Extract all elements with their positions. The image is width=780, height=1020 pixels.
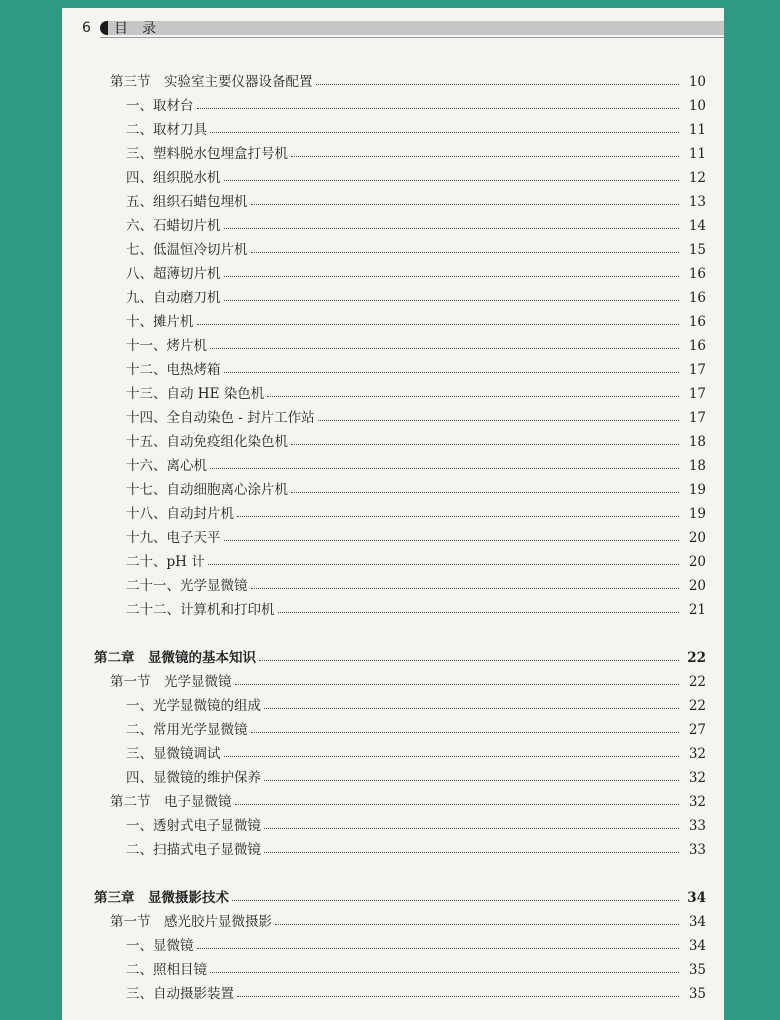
toc-entry-page-number: 22 [688,698,706,714]
toc-entry-label: 十、摊片机 [126,314,194,330]
toc-item-entry [62,332,724,354]
toc-entry-page-number: 19 [688,482,706,498]
toc-item-entry [62,404,724,426]
dot-leader [224,300,680,301]
toc-entry-page-number: 34 [688,914,706,930]
toc-item-entry [62,380,724,402]
dot-leader [197,108,680,109]
dot-leader [208,564,679,565]
dot-leader [224,372,680,373]
toc-entry-page-number: 22 [688,674,706,690]
toc-item-entry [62,596,724,618]
toc-item-entry [62,236,724,258]
toc-item-entry [62,740,724,762]
dot-leader [197,948,680,949]
toc-item-entry [62,284,724,306]
dot-leader [224,228,680,229]
dot-leader [224,540,680,541]
dot-leader [210,132,679,133]
dot-leader [224,756,680,757]
toc-entry-label: 一、显微镜 [126,938,194,954]
dot-leader [197,324,680,325]
header-bar-tab [100,21,108,35]
toc-entry-label: 第一节 光学显微镜 [110,674,232,690]
toc-entry-page-number: 32 [688,746,706,762]
toc-entry-page-number: 34 [688,938,706,954]
dot-leader [251,204,680,205]
dot-leader [264,708,679,709]
toc-entry-page-number: 13 [688,194,706,210]
toc-item-entry [62,980,724,1002]
toc-entry-label: 十六、离心机 [126,458,207,474]
toc-entry-label: 十四、全自动染色 - 封片工作站 [126,410,315,426]
toc-entry-page-number: 32 [688,794,706,810]
toc-chapter-entry [62,644,724,666]
header-bar [100,21,724,35]
toc-entry-label: 七、低温恒冷切片机 [126,242,248,258]
dot-leader [267,396,679,397]
toc-entry-label: 四、显微镜的维护保养 [126,770,261,786]
toc-entry-label: 八、超薄切片机 [126,266,221,282]
toc-section-entry [62,908,724,930]
running-header [62,18,724,40]
toc-entry-label: 第三节 实验室主要仪器设备配置 [110,74,313,90]
toc-entry-label: 十三、自动 HE 染色机 [126,386,265,402]
dot-leader [264,828,679,829]
toc-item-entry [62,716,724,738]
toc-entry-page-number: 15 [688,242,706,258]
toc-item-entry [62,836,724,858]
toc-entry-label: 第一节 感光胶片显微摄影 [110,914,272,930]
dot-leader [264,852,679,853]
toc-entry-page-number: 16 [688,290,706,306]
dot-leader [291,492,679,493]
toc-item-entry [62,572,724,594]
toc-entry-page-number: 17 [688,362,706,378]
toc-item-entry [62,500,724,522]
toc-item-entry [62,548,724,570]
toc-entry-label: 十二、电热烤箱 [126,362,221,378]
toc-entry-label: 九、自动磨刀机 [126,290,221,306]
header-title: 目录 [114,21,170,37]
dot-leader [259,660,679,661]
dot-leader [210,468,679,469]
toc-item-entry [62,188,724,210]
dot-leader [278,612,680,613]
toc-item-entry [62,812,724,834]
toc-entry-label: 三、显微镜调试 [126,746,221,762]
dot-leader [232,900,679,901]
toc-entry-label: 二十、pH 计 [126,554,205,570]
toc-entry-page-number: 19 [688,506,706,522]
book-page [62,8,724,1020]
toc-entry-page-number: 20 [688,554,706,570]
toc-item-entry [62,356,724,378]
toc-item-entry [62,428,724,450]
toc-entry-label: 二十二、计算机和打印机 [126,602,275,618]
toc-entry-page-number: 21 [688,602,706,618]
dot-leader [237,516,679,517]
toc-entry-page-number: 27 [688,722,706,738]
dot-leader [316,84,680,85]
dot-leader [224,276,680,277]
toc-item-entry [62,764,724,786]
toc-entry-label: 二、扫描式电子显微镜 [126,842,261,858]
dot-leader [237,996,679,997]
toc-entry-page-number: 11 [688,122,706,138]
toc-item-entry [62,140,724,162]
toc-item-entry [62,692,724,714]
toc-entry-label: 一、取材台 [126,98,194,114]
toc-entry-page-number: 20 [688,578,706,594]
toc-entry-page-number: 14 [688,218,706,234]
toc-entry-page-number: 17 [688,386,706,402]
toc-item-entry [62,260,724,282]
dot-leader [264,780,679,781]
dot-leader [275,924,679,925]
toc-entry-page-number: 16 [688,266,706,282]
toc-item-entry [62,956,724,978]
dot-leader [251,588,680,589]
dot-leader [224,180,680,181]
toc-entry-page-number: 34 [687,890,706,906]
toc-item-entry [62,164,724,186]
toc-entry-page-number: 16 [688,314,706,330]
toc-section-entry [62,668,724,690]
toc-entry-page-number: 33 [688,818,706,834]
toc-entry-label: 二十一、光学显微镜 [126,578,248,594]
dot-leader [291,444,679,445]
toc-entry-label: 十八、自动封片机 [126,506,234,522]
dot-leader [210,972,679,973]
toc-entry-page-number: 32 [688,770,706,786]
toc-item-entry [62,476,724,498]
dot-leader [291,156,679,157]
toc-item-entry [62,932,724,954]
toc-item-entry [62,452,724,474]
dot-leader [251,252,680,253]
toc-entry-label: 六、石蜡切片机 [126,218,221,234]
toc-item-entry [62,212,724,234]
toc-entry-page-number: 10 [688,74,706,90]
toc-entry-label: 十一、烤片机 [126,338,207,354]
toc-section-entry [62,68,724,90]
toc-item-entry [62,92,724,114]
toc-entry-label: 第二节 电子显微镜 [110,794,232,810]
toc-entry-page-number: 12 [688,170,706,186]
page-number: 6 [82,20,91,36]
toc-entry-page-number: 35 [688,986,706,1002]
toc-chapter-entry [62,884,724,906]
dot-leader [210,348,679,349]
toc-entry-page-number: 22 [687,650,706,666]
toc-item-entry [62,116,724,138]
toc-entry-label: 第二章 显微镜的基本知识 [94,650,256,666]
toc-entry-page-number: 18 [688,458,706,474]
toc-entry-label: 一、透射式电子显微镜 [126,818,261,834]
dot-leader [235,804,680,805]
toc-entry-label: 十五、自动免疫组化染色机 [126,434,288,450]
dot-leader [235,684,680,685]
toc-entry-label: 一、光学显微镜的组成 [126,698,261,714]
toc-entry-label: 十九、电子天平 [126,530,221,546]
toc-entry-page-number: 20 [688,530,706,546]
toc-entry-label: 三、塑料脱水包埋盒打号机 [126,146,288,162]
toc-entry-label: 二、取材刀具 [126,122,207,138]
toc-entry-label: 十七、自动细胞离心涂片机 [126,482,288,498]
header-rule [100,37,724,38]
toc-entry-label: 三、自动摄影装置 [126,986,234,1002]
toc-entry-page-number: 17 [688,410,706,426]
toc-section-entry [62,788,724,810]
toc-item-entry [62,308,724,330]
toc-entry-label: 二、照相目镜 [126,962,207,978]
toc-item-entry [62,524,724,546]
dot-leader [251,732,680,733]
dot-leader [318,420,679,421]
toc-entry-label: 五、组织石蜡包埋机 [126,194,248,210]
toc-entry-label: 二、常用光学显微镜 [126,722,248,738]
toc-entry-page-number: 10 [688,98,706,114]
toc-entry-page-number: 16 [688,338,706,354]
toc-entry-label: 四、组织脱水机 [126,170,221,186]
toc-entry-page-number: 35 [688,962,706,978]
toc-entry-page-number: 11 [688,146,706,162]
toc-entry-page-number: 33 [688,842,706,858]
toc-entry-label: 第三章 显微摄影技术 [94,890,229,906]
toc-entry-page-number: 18 [688,434,706,450]
